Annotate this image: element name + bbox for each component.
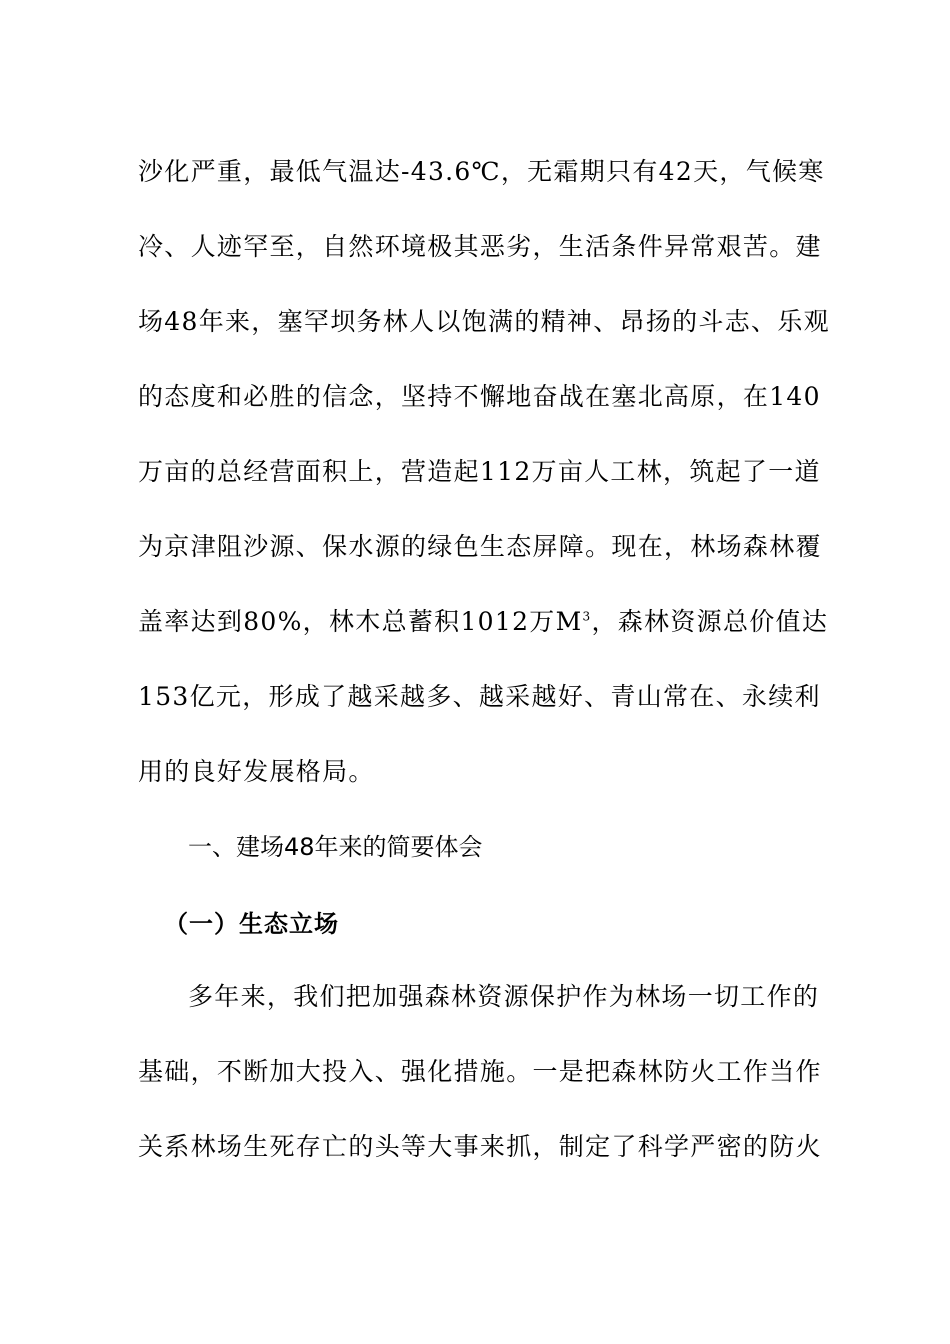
paragraph-line: 用的良好发展格局。: [138, 757, 375, 786]
paragraph-line: 多年来，我们把加强森林资源保护作为林场一切工作的: [188, 982, 820, 1011]
text-segment: 盖率达到80%，林木总蓄积1012万M: [138, 607, 583, 636]
paragraph-line: 的态度和必胜的信念，坚持不懈地奋战在塞北高原，在140: [138, 382, 821, 411]
paragraph-line: 基础，不断加大投入、强化措施。一是把森林防火工作当作: [138, 1057, 822, 1086]
paragraph-line: 153亿元，形成了越采越多、越采越好、青山常在、永续利: [138, 682, 821, 711]
paragraph-line: 关系林场生死存亡的头等大事来抓，制定了科学严密的防火: [138, 1132, 822, 1161]
section-heading: 一、建场48年来的简要体会: [188, 833, 483, 861]
paragraph-line: 为京津阻沙源、保水源的绿色生态屏障。现在，林场森林覆: [138, 532, 822, 561]
paragraph-line-with-superscript: [138, 605, 829, 639]
text-segment: ，森林资源总价值达: [591, 607, 829, 636]
paragraph-line: 场48年来，塞罕坝务林人以饱满的精神、昂扬的斗志、乐观: [138, 307, 830, 336]
paragraph-line: 沙化严重，最低气温达-43.6℃，无霜期只有42天，气候寒: [138, 157, 825, 186]
paragraph-line: 冷、人迹罕至，自然环境极其恶劣，生活条件异常艰苦。建: [138, 232, 822, 261]
subsection-heading: （一）生态立场: [164, 910, 339, 938]
superscript: 3: [582, 609, 592, 624]
paragraph-line: 万亩的总经营面积上，营造起112万亩人工林，筑起了一道: [138, 457, 821, 486]
